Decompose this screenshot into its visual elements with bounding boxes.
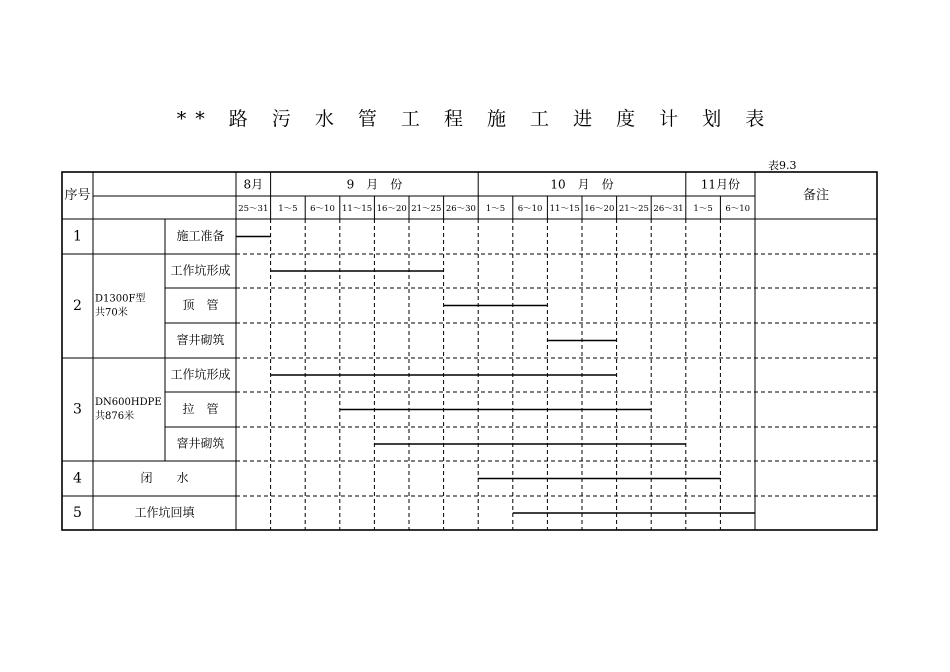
task-name: 拉 管 (182, 402, 219, 416)
pipe-spec-text: D1300F型 (95, 293, 146, 305)
row-number: 1 (73, 228, 82, 245)
row-number: 2 (73, 298, 82, 314)
row-number: 4 (73, 470, 82, 487)
pipe-spec-text: 共70米 (95, 307, 128, 319)
task-name: 窨井砌筑 (176, 333, 225, 347)
period-label: 6～10 (517, 204, 543, 214)
month-label: 11月份 (700, 177, 741, 192)
task-name: 工作坑形成 (170, 263, 231, 278)
period-label: 1～5 (278, 204, 298, 214)
month-label: 8月 (243, 177, 264, 192)
task-name: 闭 水 (140, 471, 189, 485)
row-number: 5 (73, 505, 82, 521)
period-label: 25～31 (238, 204, 269, 214)
task-name: 窨井砌筑 (176, 436, 225, 451)
period-label: 11～15 (549, 204, 580, 214)
task-name: 施工准备 (176, 229, 225, 243)
period-label: 21～25 (411, 204, 442, 214)
pipe-spec-text: DN600HDPE (95, 397, 162, 408)
pipe-spec-text: 共876米 (95, 411, 135, 422)
task-name: 工作坑形成 (170, 367, 231, 382)
period-label: 6～10 (725, 204, 751, 214)
period-label: 11～15 (342, 204, 373, 214)
document-title: ** 路 污 水 管 工 程 施 工 进 度 计 划 表 (176, 108, 774, 130)
month-label: 10 月 份 (550, 177, 614, 192)
row-number: 3 (73, 401, 82, 418)
task-name: 工作坑回填 (134, 505, 195, 520)
period-label: 6～10 (310, 204, 335, 214)
task-name: 顶 管 (182, 298, 219, 312)
seq-header: 序号 (64, 188, 91, 203)
period-label: 26～30 (445, 204, 476, 214)
period-label: 16～20 (584, 204, 615, 214)
period-label: 1～5 (485, 204, 506, 214)
month-label: 9 月 份 (346, 177, 403, 192)
period-label: 16～20 (376, 204, 407, 214)
period-label: 21～25 (618, 204, 649, 214)
table-number: 表9.3 (768, 159, 797, 172)
period-label: 26～31 (653, 204, 684, 214)
remark-header: 备注 (802, 188, 830, 203)
period-label: 1～5 (693, 204, 713, 214)
